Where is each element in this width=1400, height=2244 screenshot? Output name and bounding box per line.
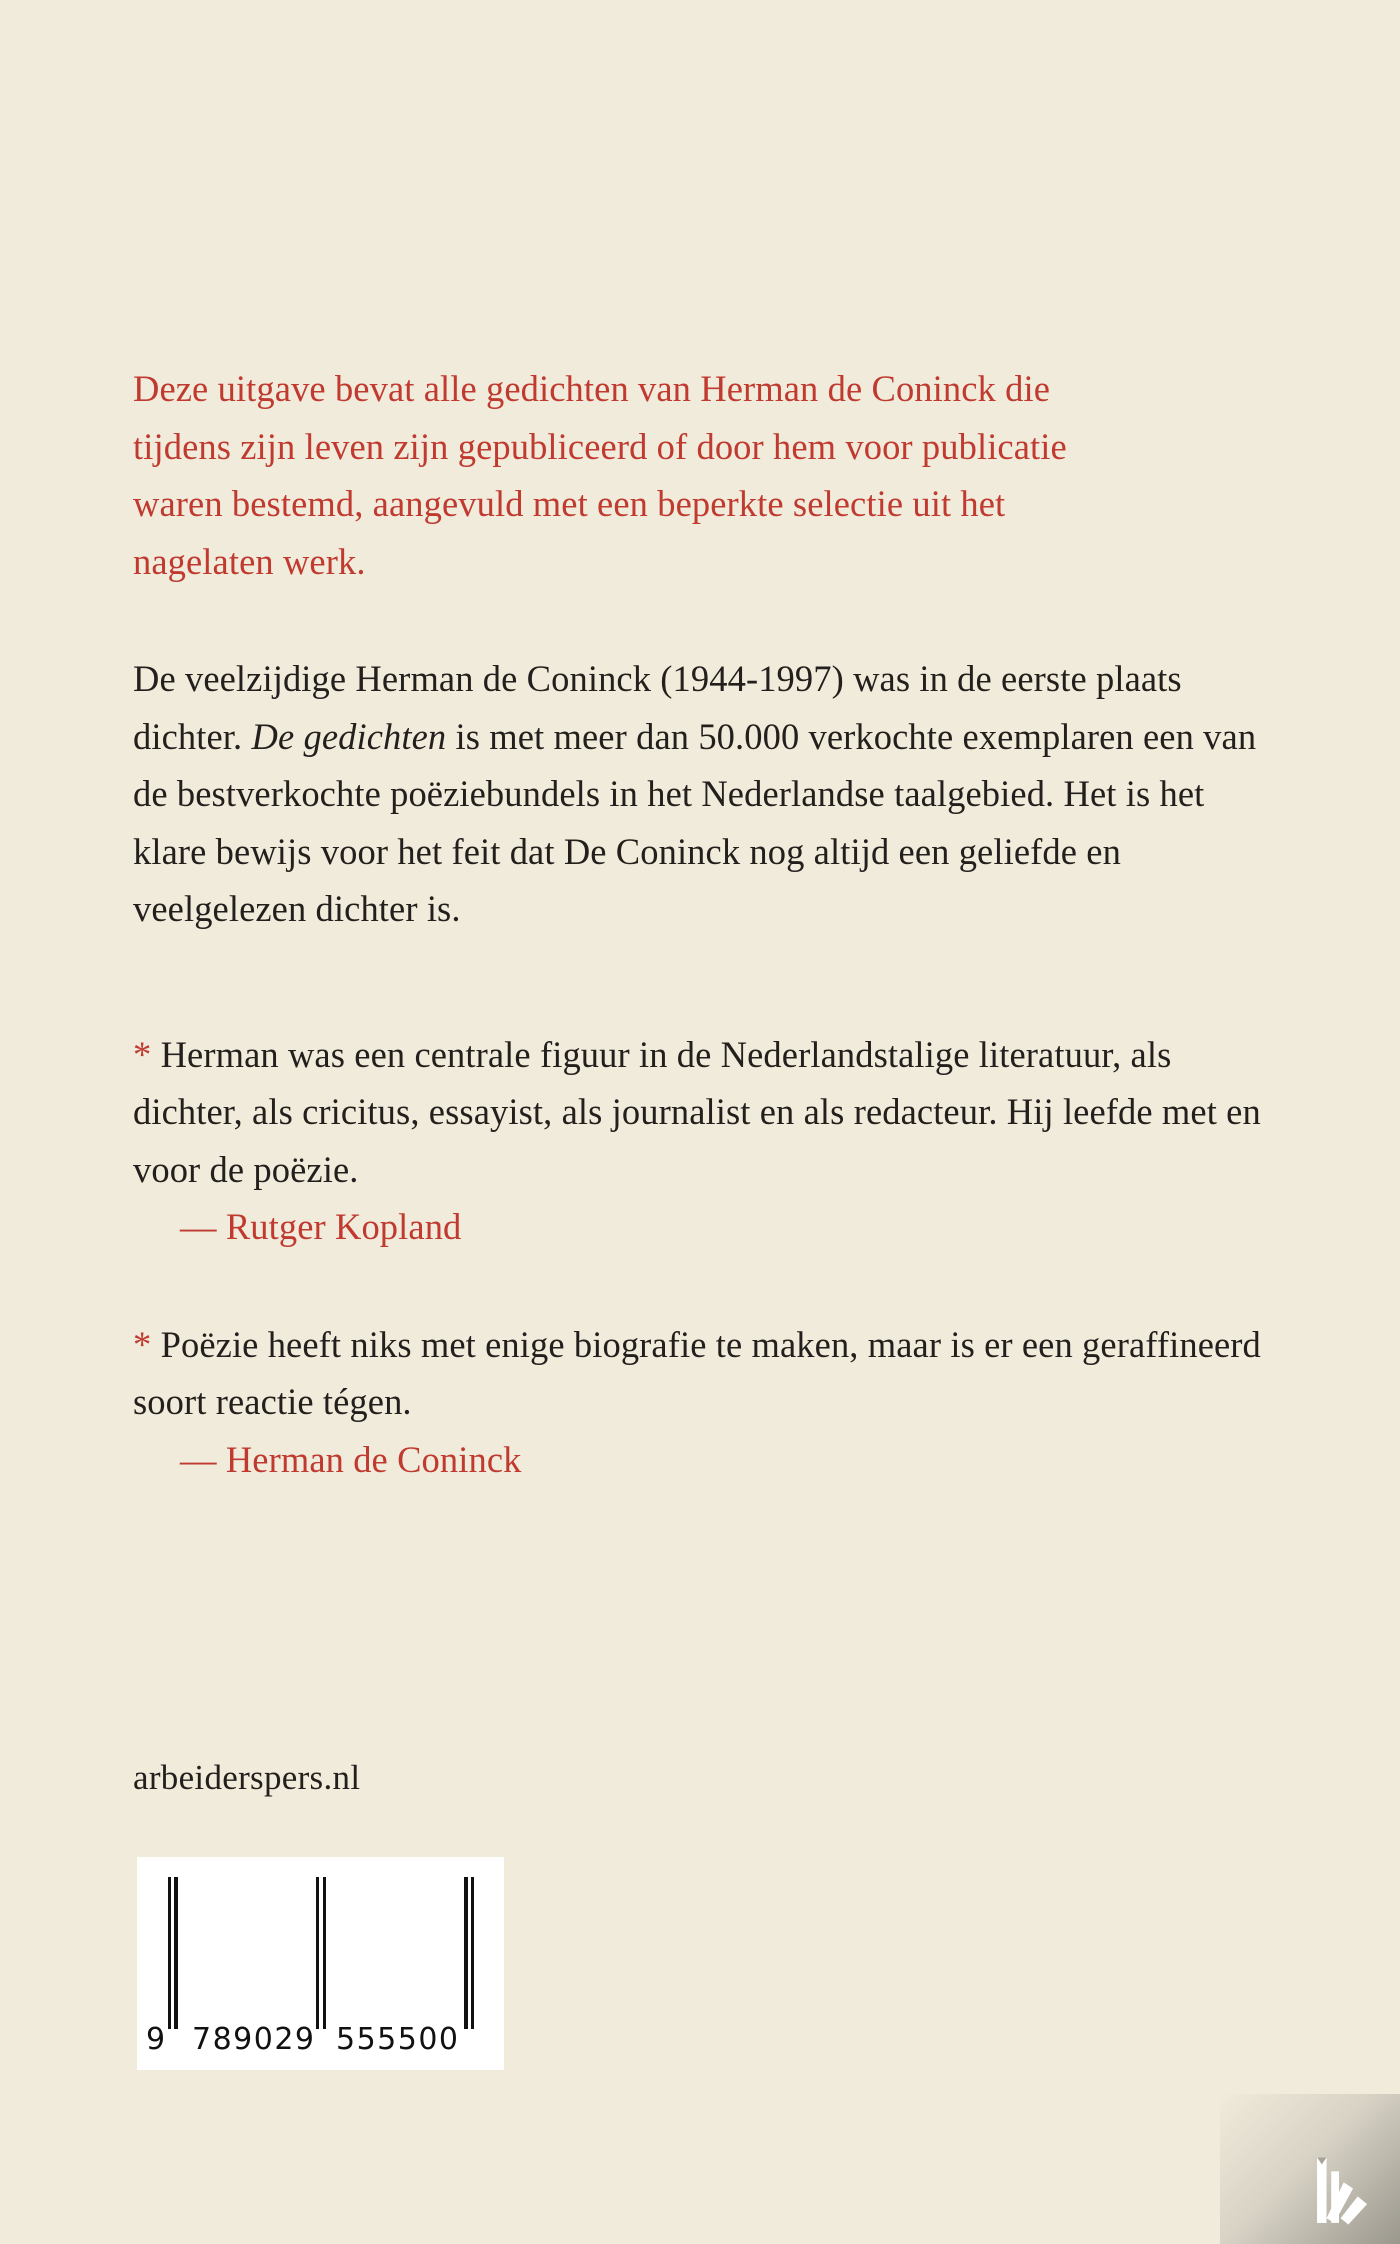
intro-line-1: Deze uitgave bevat alle gedichten van Herman de Coninck die: [133, 368, 1051, 409]
quote-one-text: Herman was een centrale figuur in de Nederlandstalige literatuur, als dichter, als cricitus, essayist, als journalist en als redacteur. Hij leefde met en voor de poëzie.: [133, 1033, 1261, 1190]
book-title-italic: De gedichten: [251, 715, 447, 757]
body-text-before-title: De veelzijdige Herman de Coninck (1944-1997) was in de eerste plaats dichter.: [133, 658, 1182, 757]
asterisk-marker-icon: *: [133, 1323, 152, 1365]
publisher-website[interactable]: arbeiderspers.nl: [133, 1758, 361, 1797]
quote-two: [133, 1316, 1273, 1489]
intro-line-4: nagelaten werk.: [133, 540, 366, 582]
barcode-left-group: 789029: [192, 2022, 316, 2057]
intro-line-2: tijdens zijn leven zijn gepubliceerd of door hem voor publicatie: [133, 425, 1067, 467]
quote-two-text: Poëzie heeft niks met enige biografie te maken, maar is er een geraffineerd soort reactie tégen.: [133, 1323, 1261, 1422]
blurb-container: [133, 360, 1273, 1488]
quote-one: [133, 1026, 1273, 1256]
quote-two-attribution: — Herman de Coninck: [180, 1438, 522, 1480]
body-paragraph: [133, 650, 1273, 938]
quote-one-attribution: — Rutger Kopland: [180, 1206, 462, 1247]
intro-paragraph: [133, 360, 1273, 590]
isbn-barcode: [137, 1857, 504, 2070]
barcode-first-digit: 9: [146, 2022, 167, 2057]
barcode-bars: [168, 1877, 474, 2015]
barcode-inner: [146, 1877, 474, 2057]
publisher-logo-corner: [1220, 2094, 1400, 2244]
arbeiderspers-books-logo-icon: [1300, 2148, 1378, 2226]
intro-line-3: waren bestemd, aangevuld met een beperkte selectie uit het: [133, 483, 1006, 524]
body-text-after-title: is met meer dan 50.000 verkochte exemplaren een van de bestverkochte poëziebundels in het Nederlandse taalgebied. Het is het klare bewijs voor het feit dat De Coninck nog altijd een geliefde en veelgelezen dichter is.: [133, 715, 1257, 929]
asterisk-marker-icon: *: [133, 1033, 152, 1075]
barcode-right-group: 555500: [336, 2022, 460, 2057]
barcode-digits: [146, 2022, 474, 2057]
